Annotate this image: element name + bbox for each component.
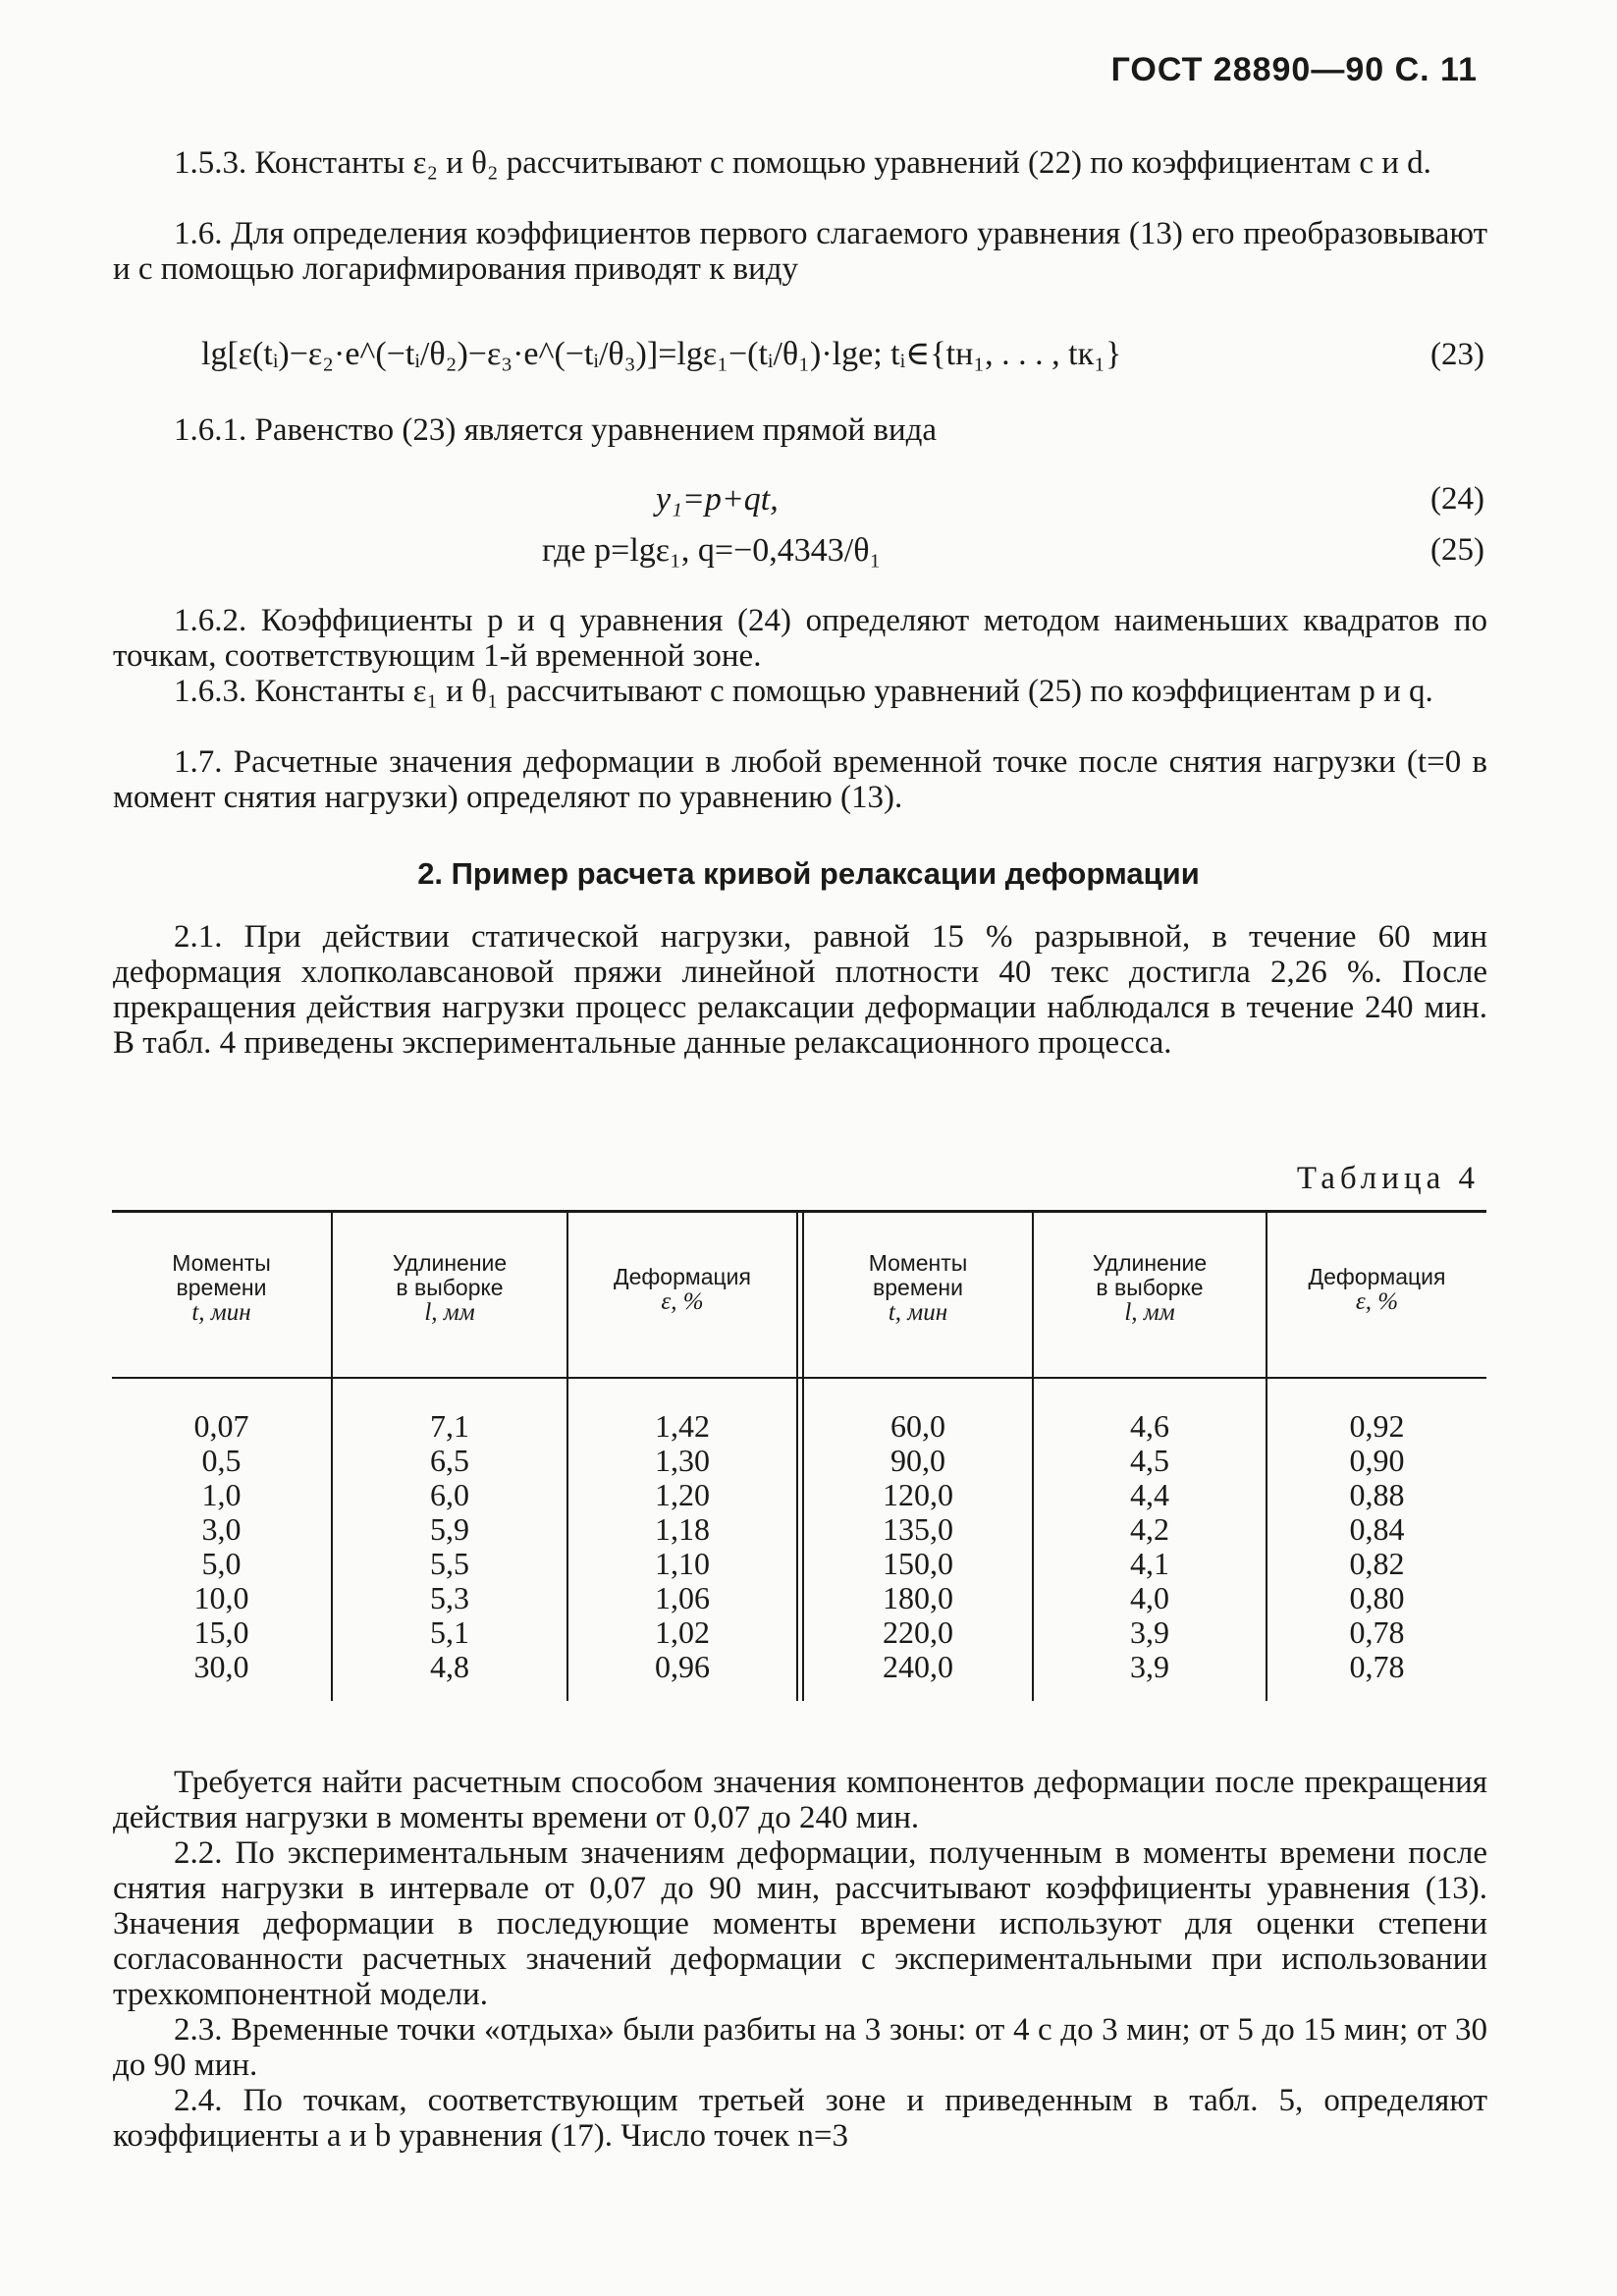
paragraph-1-6 bbox=[113, 216, 1487, 287]
table-header-cell: Деформация ε, % bbox=[614, 1264, 751, 1315]
table-cell: 0,92 bbox=[1349, 1408, 1405, 1444]
table-cell: 30,0 bbox=[193, 1649, 249, 1684]
table-cell: 240,0 bbox=[883, 1649, 953, 1684]
table-cell: 5,3 bbox=[430, 1580, 469, 1615]
table-cell: 1,06 bbox=[655, 1580, 710, 1615]
table-header-cell: Удлинение в выборке l, мм bbox=[1092, 1250, 1208, 1326]
table-cell: 4,6 bbox=[1130, 1408, 1169, 1444]
paragraph-2-4-text: 2.4. По точкам, соответствующим третьей зоне и приведенным в табл. 5, определяют коэффициенты a и b уравнения (17). Число точек n=3 bbox=[113, 2083, 1487, 2154]
table-cell: 4,5 bbox=[1130, 1443, 1169, 1478]
table-cell: 4,1 bbox=[1130, 1546, 1169, 1581]
paragraph-2-4 bbox=[113, 2083, 1487, 2154]
table-cell: 3,9 bbox=[1130, 1614, 1169, 1650]
table-cell: 1,10 bbox=[655, 1546, 710, 1581]
table-cell: 1,0 bbox=[201, 1477, 242, 1512]
equation-24: y₁=p+qt, bbox=[656, 481, 779, 518]
table-cell: 1,30 bbox=[655, 1443, 710, 1478]
paragraph-2-2 bbox=[113, 1835, 1487, 2012]
table-cell: 0,88 bbox=[1349, 1477, 1405, 1512]
paragraph-1-5-3-text: 1.5.3. Константы ε₂ и θ₂ рассчитывают с помощью уравнений (22) по коэффициентам с и d. bbox=[174, 145, 1431, 181]
table-cell: 0,78 bbox=[1349, 1614, 1405, 1650]
page-header: ГОСТ 28890—90 С. 11 bbox=[1110, 51, 1478, 88]
paragraph-2-2-text: 2.2. По экспериментальным значениям деформации, полученным в моменты времени после снятия нагрузки в интервале от 0,07 до 90 мин, рассчитывают коэффициенты уравнения (13). Значения деформации в последующие моменты времени используют для оценки степени согласованности расчетных значений деформации с экспериментальными при использовании трехкомпонентной модели. bbox=[113, 1835, 1487, 2012]
table-column-deformation-1 bbox=[568, 1409, 796, 1684]
equation-24-number: (24) bbox=[1430, 481, 1484, 517]
table-cell: 180,0 bbox=[883, 1580, 953, 1615]
equation-25-number: (25) bbox=[1430, 532, 1484, 568]
table-cell: 1,20 bbox=[655, 1477, 710, 1512]
paragraph-requirement-text: Требуется найти расчетным способом значения компонентов деформации после прекращения действия нагрузки в моменты времени от 0,07 до 240 мин. bbox=[113, 1765, 1487, 1835]
paragraph-2-3-text: 2.3. Временные точки «отдыха» были разбиты на 3 зоны: от 4 с до 3 мин; от 5 до 15 мин; от 30 до 90 мин. bbox=[113, 2012, 1487, 2083]
table-header-cell: Моменты времени t, мин bbox=[868, 1250, 968, 1326]
table-cell: 0,82 bbox=[1349, 1546, 1405, 1581]
table-cell: 0,96 bbox=[655, 1649, 710, 1684]
paragraph-1-6-3 bbox=[113, 674, 1487, 709]
table-cell: 220,0 bbox=[883, 1614, 953, 1650]
table-header-cell: Моменты времени t, мин bbox=[172, 1250, 271, 1326]
paragraph-1-6-3-text: 1.6.3. Константы ε₁ и θ₁ рассчитывают с помощью уравнений (25) по коэффициентам p и q. bbox=[174, 674, 1433, 709]
table-cell: 135,0 bbox=[883, 1511, 953, 1547]
table-column-elongation-1 bbox=[333, 1409, 566, 1684]
table-cell: 0,07 bbox=[193, 1408, 249, 1444]
section-2-heading: 2. Пример расчета кривой релаксации деформации bbox=[417, 856, 1200, 891]
paragraph-1-5-3 bbox=[113, 145, 1487, 181]
table-cell: 5,9 bbox=[430, 1511, 469, 1547]
paragraph-requirement bbox=[113, 1765, 1487, 1835]
equation-23-number: (23) bbox=[1430, 337, 1484, 372]
paragraph-1-6-1: 1.6.1. Равенство (23) является уравнением прямой вида bbox=[174, 412, 938, 448]
table-header-cell: Удлинение в выборке l, мм bbox=[392, 1250, 508, 1326]
table-cell: 0,84 bbox=[1349, 1511, 1405, 1547]
table-cell: 0,90 bbox=[1349, 1443, 1405, 1478]
table-cell: 0,5 bbox=[201, 1443, 242, 1478]
table-col-divider bbox=[796, 1210, 798, 1701]
table-column-time-1 bbox=[112, 1409, 331, 1684]
table-column-deformation-2 bbox=[1267, 1409, 1486, 1684]
paragraph-1-6-2 bbox=[113, 603, 1487, 674]
table-column-time-2 bbox=[804, 1409, 1032, 1684]
table-cell: 1,02 bbox=[655, 1614, 710, 1650]
table-cell: 6,0 bbox=[430, 1477, 469, 1512]
table-cell: 1,18 bbox=[655, 1511, 710, 1547]
table-header-cell: Деформация ε, % bbox=[1308, 1264, 1446, 1315]
paragraph-1-6-text: 1.6. Для определения коэффициентов первого слагаемого уравнения (13) его преобразовывают и с помощью логарифмирования приводят к виду bbox=[113, 216, 1487, 287]
table-cell: 4,0 bbox=[1130, 1580, 1169, 1615]
table-cell: 1,42 bbox=[655, 1408, 710, 1444]
table-cell: 5,5 bbox=[430, 1546, 469, 1581]
table-cell: 60,0 bbox=[890, 1408, 945, 1444]
paragraph-2-1 bbox=[113, 919, 1487, 1061]
table-cell: 4,8 bbox=[430, 1649, 469, 1684]
table-header-rule bbox=[112, 1377, 1486, 1379]
table-cell: 90,0 bbox=[890, 1443, 945, 1478]
table-cell: 5,0 bbox=[201, 1546, 242, 1581]
table-cell: 4,4 bbox=[1130, 1477, 1169, 1512]
table-top-rule bbox=[112, 1210, 1486, 1213]
table-cell: 150,0 bbox=[883, 1546, 953, 1581]
paragraph-2-1-text: 2.1. При действии статической нагрузки, равной 15 % разрывной, в течение 60 мин деформация хлопколавсановой пряжи линейной плотности 40 текс достигла 2,26 %. После прекращения действия нагрузки процесс релаксации деформации наблюдался в течение 240 мин. В табл. 4 приведены экспериментальные данные релаксационного процесса. bbox=[113, 919, 1487, 1061]
equation-25: где p=lgε₁, q=−0,4343/θ₁ bbox=[542, 532, 882, 569]
paragraph-1-7-text: 1.7. Расчетные значения деформации в любой временной точке после снятия нагрузки (t=0 в момент снятия нагрузки) определяют по уравнению (13). bbox=[113, 744, 1487, 815]
table-cell: 0,78 bbox=[1349, 1649, 1405, 1684]
table-cell: 10,0 bbox=[193, 1580, 249, 1615]
paragraph-1-7 bbox=[113, 744, 1487, 815]
table-cell: 5,1 bbox=[430, 1614, 469, 1650]
paragraph-1-6-2-text: 1.6.2. Коэффициенты p и q уравнения (24) определяют методом наименьших квадратов по точкам, соответствующим 1-й временной зоне. bbox=[113, 603, 1487, 674]
equation-23: lg[ε(tᵢ)−ε₂·e^(−tᵢ/θ₂)−ε₃·e^(−tᵢ/θ₃)]=lgε₁−(tᵢ/θ₁)·lge; tᵢ∈{tн₁, . . . , tк₁} bbox=[201, 336, 1122, 372]
table-cell: 120,0 bbox=[883, 1477, 953, 1512]
table-cell: 6,5 bbox=[430, 1443, 469, 1478]
table-column-elongation-2 bbox=[1034, 1409, 1266, 1684]
table-cell: 15,0 bbox=[193, 1614, 249, 1650]
table-cell: 0,80 bbox=[1349, 1580, 1405, 1615]
table-4 bbox=[112, 1210, 1486, 1701]
paragraph-2-3 bbox=[113, 2012, 1487, 2083]
table-cell: 7,1 bbox=[430, 1408, 469, 1444]
table-caption: Таблица 4 bbox=[1296, 1161, 1480, 1196]
table-cell: 3,9 bbox=[1130, 1649, 1169, 1684]
table-cell: 3,0 bbox=[201, 1511, 242, 1547]
table-cell: 4,2 bbox=[1130, 1511, 1169, 1547]
